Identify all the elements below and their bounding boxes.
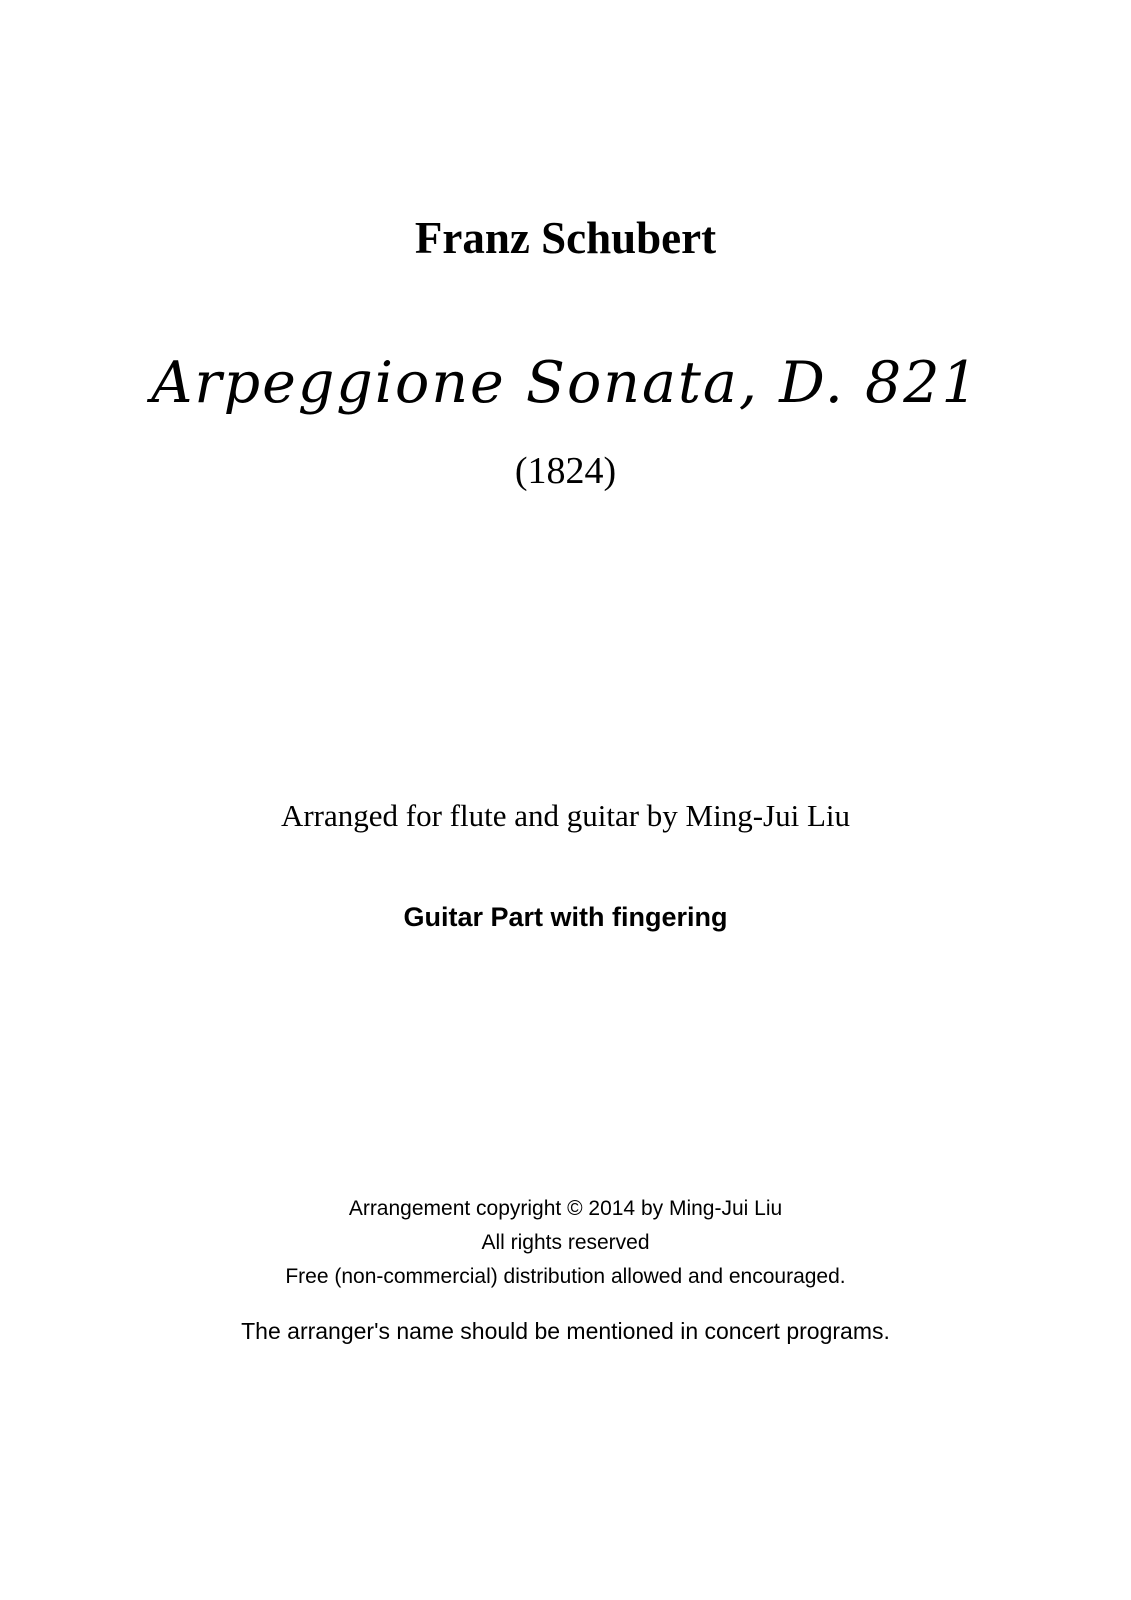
arranger-credit-note: The arranger's name should be mentioned in concert programs.	[241, 1318, 890, 1344]
distribution-line: Free (non-commercial) distribution allowed and encouraged.	[285, 1265, 846, 1288]
copyright-line: Arrangement copyright © 2014 by Ming-Jui Liu	[348, 1197, 783, 1220]
copyright-block	[0, 1192, 1131, 1294]
work-title: Arpeggione Sonata, D. 821	[151, 350, 980, 416]
composer-name: Franz Schubert	[414, 213, 717, 263]
composition-year: (1824)	[514, 450, 617, 492]
arrangement-credit: Arranged for flute and guitar by Ming-Jui Liu	[280, 798, 851, 833]
rights-reserved-line: All rights reserved	[481, 1231, 650, 1254]
part-label: Guitar Part with fingering	[403, 902, 728, 932]
